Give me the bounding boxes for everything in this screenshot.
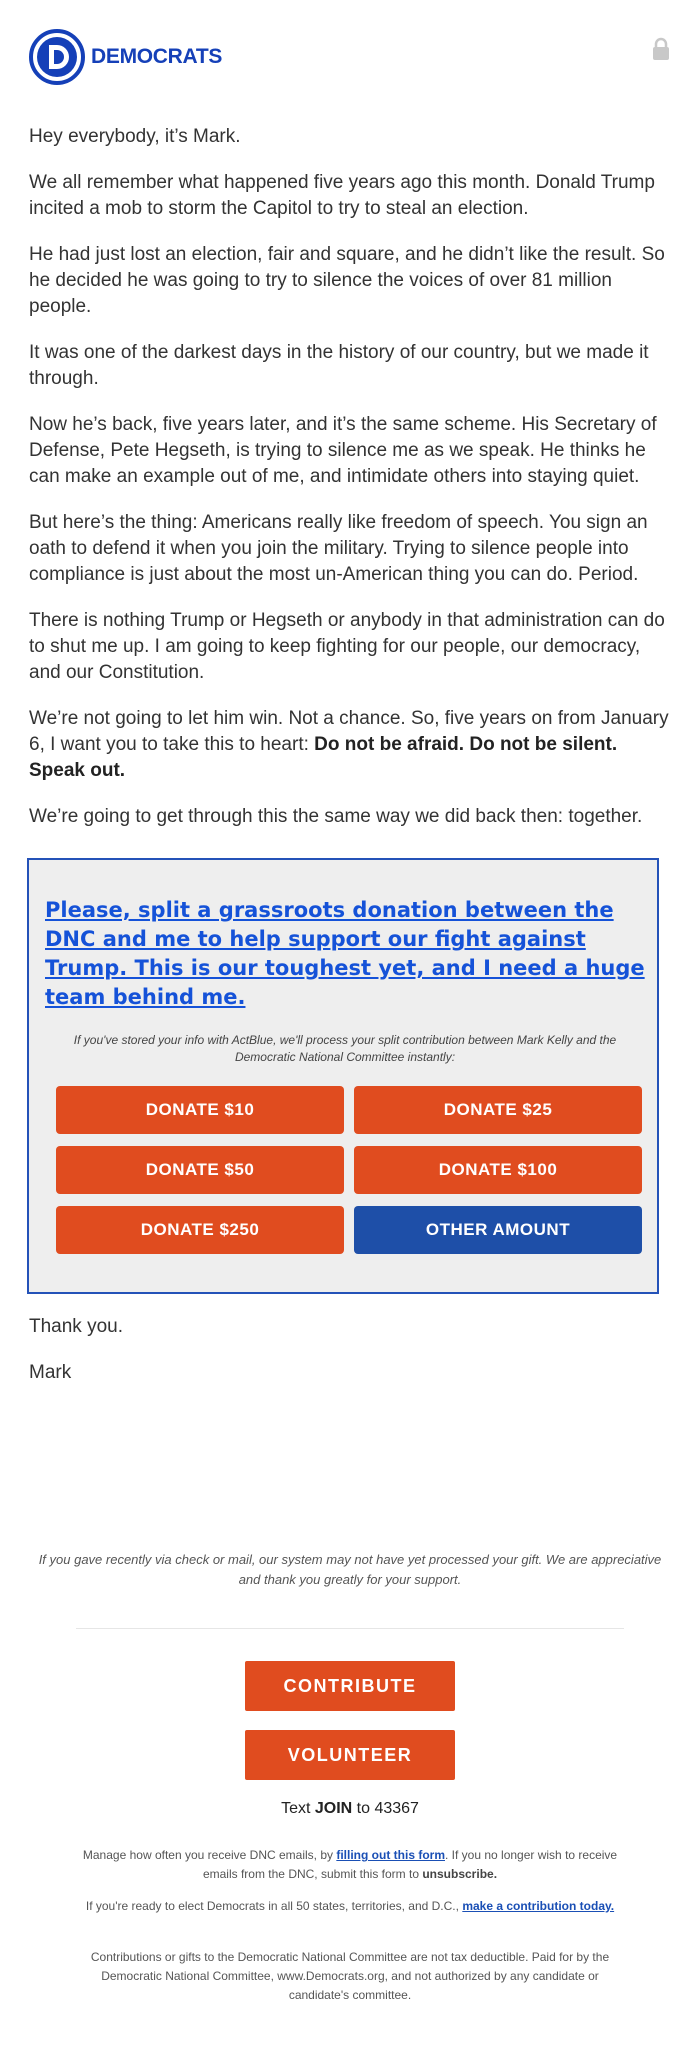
manage-prefix: Manage how often you receive DNC emails, by [82, 1848, 337, 1862]
donation-box [27, 858, 659, 1294]
other-amount-button[interactable]: OTHER AMOUNT [354, 1206, 642, 1254]
donate-50-button[interactable]: DONATE $50 [56, 1146, 344, 1194]
letter-paragraph: Hey everybody, it’s Mark. [29, 126, 241, 147]
letter-body [29, 124, 671, 850]
text-join-suffix: to 43367 [352, 1800, 419, 1817]
make-contribution-link[interactable]: make a contribution today. [462, 1899, 615, 1913]
actblue-note: If you've stored your info with ActBlue, we'll process your split contribution between Mark Kelly and the Democratic National Committee instantly: [73, 1033, 617, 1064]
disclaimer-text: Contributions or gifts to the Democratic National Committee are not tax deductible. Paid for by the Democratic National Committee, www.Democrats.org, and not authorized by any candidate or candidate's committee. [90, 1950, 610, 2002]
democrats-logo-icon [29, 29, 85, 85]
text-join-prefix: Text [281, 1800, 315, 1817]
elect-prefix: If you're ready to elect Democrats in all 50 states, territories, and D.C., [85, 1899, 463, 1913]
donate-10-button[interactable]: DONATE $10 [56, 1086, 344, 1134]
manage-form-link[interactable]: filling out this form [336, 1848, 445, 1862]
donate-25-button[interactable]: DONATE $25 [354, 1086, 642, 1134]
lock-icon [651, 37, 671, 61]
letter-paragraph: There is nothing Trump or Hegseth or anybody in that administration can do to shut me up. I am going to keep fighting for our people, our democracy, and our Constitution. [29, 610, 665, 683]
contribute-button[interactable]: CONTRIBUTE [245, 1661, 455, 1711]
letter-paragraph: Now he’s back, five years later, and it’s the same scheme. His Secretary of Defense, Pete Hegseth, is trying to silence me as we speak. He thinks he can make an example out of me, and intimidate others into staying quiet. [29, 414, 657, 487]
thanks-text: Thank you. [29, 1316, 123, 1337]
text-join-keyword: JOIN [314, 1800, 353, 1817]
donate-100-button[interactable]: DONATE $100 [354, 1146, 642, 1194]
email-header [29, 29, 671, 89]
donate-250-button[interactable]: DONATE $250 [56, 1206, 344, 1254]
signature-name: Mark [29, 1362, 72, 1383]
volunteer-button[interactable]: VOLUNTEER [245, 1730, 455, 1780]
letter-text: We’re not going to let him win. Not a chance. So, five years on from January 6, I want you to take this to heart: [29, 708, 669, 755]
letter-paragraph: He had just lost an election, fair and square, and he didn’t like the result. So he decided he was going to try to silence the voices of over 81 million people. [29, 244, 665, 317]
letter-paragraph: We all remember what happened five years ago this month. Donald Trump incited a mob to storm the Capitol to try to steal an election. [29, 172, 655, 219]
manage-middle: . If you no longer wish to receive emails from the DNC, submit this form to [202, 1848, 618, 1881]
processing-note: If you gave recently via check or mail, our system may not have yet processed your gift. We are appreciative and thank you greatly for your support. [38, 1552, 662, 1587]
letter-paragraph: But here’s the thing: Americans really like freedom of speech. You sign an oath to defend it when you join the military. Trying to silence people into compliance is just about the most un-American thing you can do. Period. [29, 512, 648, 585]
brand-name: DEMOCRATS [91, 45, 223, 68]
letter-paragraph [29, 706, 671, 784]
letter-paragraph: We’re going to get through this the same way we did back then: together. [29, 806, 643, 827]
donation-headline-link[interactable]: Please, split a grassroots donation between the DNC and me to help support our fight against Trump. This is our toughest yet, and I need a huge team behind me. [45, 898, 645, 1009]
manage-emails-text [70, 1846, 630, 1884]
democrats-logo[interactable] [29, 29, 222, 85]
unsubscribe-text: unsubscribe. [422, 1867, 498, 1881]
elect-democrats-text [70, 1897, 630, 1916]
text-join-line [0, 1800, 700, 1818]
footer-divider [76, 1628, 624, 1629]
letter-paragraph: It was one of the darkest days in the history of our country, but we made it through. [29, 342, 649, 389]
letter-emphasis: Do not be afraid. Do not be silent. Speak out. [29, 734, 618, 781]
signoff [29, 1314, 671, 1406]
